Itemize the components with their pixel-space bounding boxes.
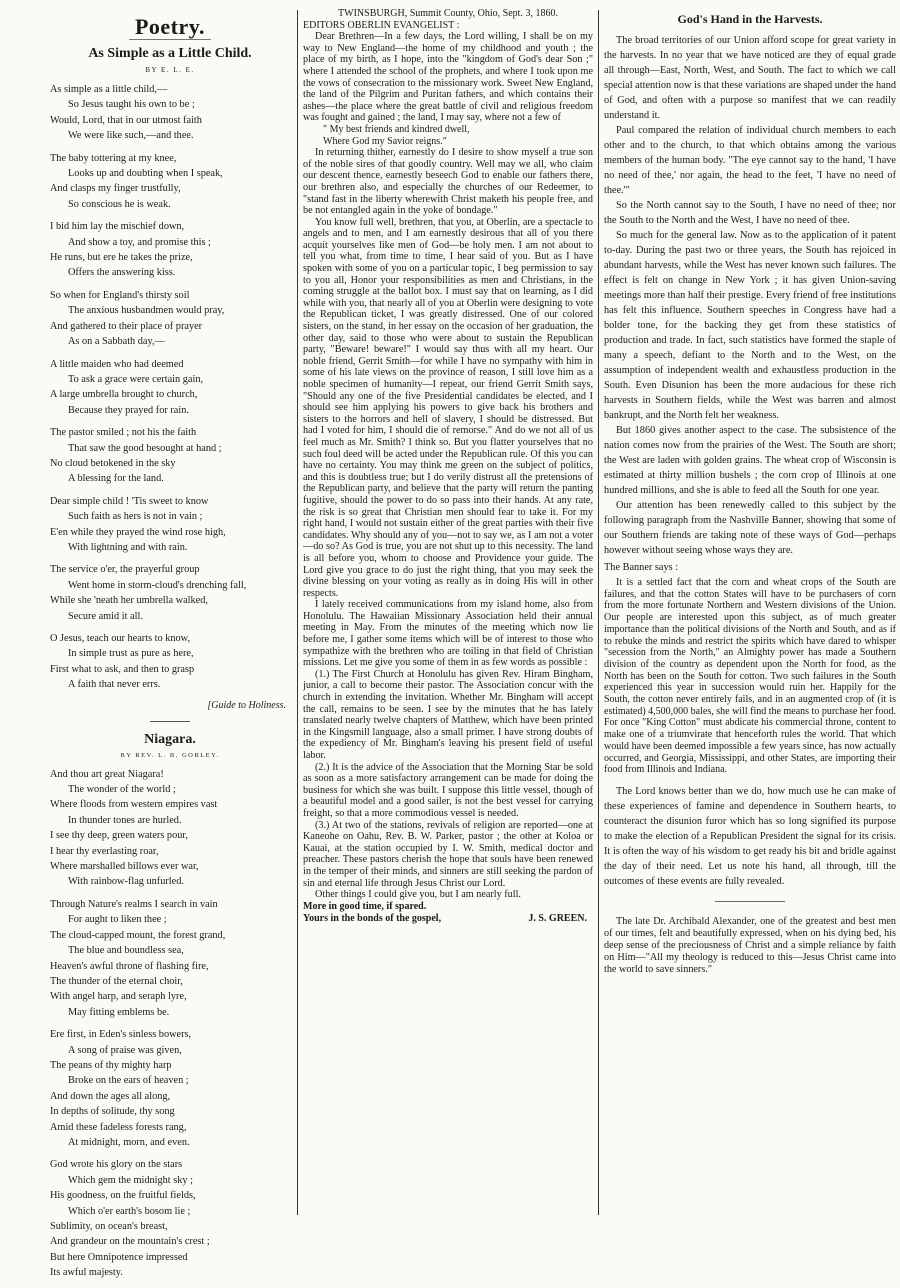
verse-line: The baby tottering at my knee,: [50, 152, 177, 164]
verse-line: So conscious he is weak.: [68, 198, 171, 210]
verse-line: And grandeur on the mountain's crest ;: [50, 1236, 210, 1248]
verse-line: Heaven's awful throne of flashing fire,: [50, 960, 209, 972]
verse-line: The blue and boundless sea,: [68, 945, 184, 957]
verse-line: With angel harp, and seraph lyre,: [50, 991, 187, 1003]
verse-line: Looks up and doubting when I speak,: [68, 168, 223, 180]
paragraph: (1.) The First Church at Honolulu has given Rev. Hiram Bingham, junior, a call to become their pastor. The Association concur with the church in extending the invitation. Whether Mr. Bingham will accept the call, remains to be seen. I see by the minutes that he has lately translated nearly twelve chapters of Matthew, which have been printed in the Kingsmill language, also a small primer. I have strong doubts of the expediency of Mr. Bingham's leaving his present field of useful labor.: [303, 668, 593, 761]
verse-line: That saw the good besought at hand ;: [68, 442, 222, 454]
paragraph: (2.) It is the advice of the Association that the Morning Star be sold as soon as a more satisfactory arrangement can be made for doing the business for which she was built. I suppose this little vessel, though of a beautiful model and a good sailer, is not the best vessel for carrying freight, so that a more commodious vessel is needed.: [303, 761, 593, 819]
verse-line: And show a toy, and promise this ;: [68, 236, 211, 248]
verse-line: His goodness, on the fruitful fields,: [50, 1190, 196, 1202]
verse-line: Would, Lord, that in our utmost faith: [50, 114, 202, 126]
paragraph: So much for the general law. Now as to the application of it patent to-day. During the past two or three years, the South has rejoiced in abundant harvests, while the West has never known such failures. The effect is felt on change in New York ; it has given Union-saving meetings more than half their prestige. Every friend of free institutions has felt this influence. Southern speeches in Congress have had a bolder tone, for the backing they get from these statistics of production and trade. In fact, such statistics have formed the staple of many a speech, defiant to the North and to the West, on the assumption of independent wealth and exhaustless production in the South. Even Disunion has been the more audacious for these rich harvests in Southern fields, while the West was barren and almost bankrupt, and the North felt her weakness.: [604, 230, 896, 421]
paragraph: So the North cannot say to the South, I have no need of thee; nor the South to the North and the West, I have no need of thee.: [604, 200, 896, 226]
stanza: [50, 897, 290, 1020]
verse-line: The anxious husbandmen would pray,: [68, 305, 225, 317]
paragraph: (3.) At two of the stations, revivals of religion are reported—one at Kaneohe on Oahu, Rev. B. W. Parker, pastor ; the other at Koloa or Kauai, at the station occupied by I. W. Smith, medical doctor and preacher. These pastors cherish the hope that souls have been renewed in the temper of their minds, and sinners are still seeking the pardon of sin and eternal life through Jesus Christ our Lord.: [303, 819, 593, 889]
footnote-paragraph: The late Dr. Archibald Alexander, one of the greatest and best men of our times, felt and beautifully expressed, when on his dying bed, his deep sense of the preciousness of Christ and a simple reliance by faith on Him—"All my theology is reduced to this—Jesus Christ came into the world to save sinners.": [604, 915, 896, 975]
verse-line: He runs, but ere he takes the prize,: [50, 252, 193, 264]
verse-line: Dear simple child ! 'Tis sweet to know: [50, 495, 209, 507]
verse-line: For aught to liken thee ;: [68, 914, 167, 926]
verse-line: In simple trust as pure as here,: [68, 648, 194, 660]
stanza: [50, 82, 290, 144]
poem-title: Niagara.: [144, 731, 196, 747]
paragraph: The Banner says :: [604, 562, 679, 573]
verse-line: God wrote his glory on the stars: [50, 1159, 183, 1171]
verse-line: Broke on the ears of heaven ;: [68, 1075, 189, 1087]
divider: [715, 901, 785, 902]
verse-line: Which o'er earth's bosom lie ;: [68, 1205, 191, 1217]
quote-line: " My best friends and kindred dwell,: [323, 123, 470, 135]
verse-line: Where marshalled billows ever war,: [50, 861, 199, 873]
verse-line: Because they prayed for rain.: [68, 404, 189, 416]
verse-line: And gathered to their place of prayer: [50, 320, 203, 332]
verse-line: The service o'er, the prayerful group: [50, 564, 200, 576]
verse-line: First what to ask, and then to grasp: [50, 663, 195, 675]
stanza: [50, 288, 290, 350]
stanza: [50, 1027, 290, 1150]
paragraph: The Lord knows better than we do, how much use he can make of these experiences of famine and dependence in Southern hearts, to counteract the disunion furor which has so long signified its purpose to make the election of a Republican President the signal for its crisis. It is often the way of his wisdom to get ready his bit and bridle against the day of their need. Let us note his hand, all through, till the outcomes of these events are fully revealed.: [604, 785, 896, 887]
verse-line: While she 'neath her umbrella walked,: [50, 595, 208, 607]
verse-line: In depths of solitude, thy song: [50, 1106, 175, 1118]
paragraph: Other things I could give you, but I am nearly full.: [315, 889, 521, 901]
verse-line: The thunder of the eternal choir,: [50, 975, 183, 987]
verse-line: Secure amid it all.: [68, 610, 143, 622]
verse-line: Amid these fadeless forests rang,: [50, 1121, 187, 1133]
verse-line: No cloud betokened in the sky: [50, 457, 176, 469]
verse-line: Through Nature's realms I search in vain: [50, 898, 218, 910]
stanza: [50, 357, 290, 419]
verse-line: O Jesus, teach our hearts to know,: [50, 633, 191, 644]
verse-line: The pastor smiled ; not his the faith: [50, 427, 197, 439]
stanza: [50, 1157, 290, 1280]
column-rule: [598, 10, 599, 1215]
verse-line: The wonder of the world ;: [68, 784, 176, 796]
verse-line: So Jesus taught his own to be ;: [68, 99, 195, 111]
paragraph: I lately received communications from my island home, also from Honolulu. The Hawaiian Missionary Association held their annual meeting in May. From the minutes of the meeting which now lie before me, I gather some items which will be of interest to those who sympathize with the brethren who are toiling in that field of Christian missions. Let me give you some of them in as few words as possible :: [303, 599, 593, 669]
poem-source: [Guide to Holiness.: [207, 699, 286, 711]
verse-line: Which gem the midnight sky ;: [68, 1174, 193, 1186]
verse-line: Went home in storm-cloud's drenching fall,: [68, 579, 247, 591]
verse-line: In thunder tones are hurled.: [68, 814, 182, 826]
verse-line: As simple as a little child,—: [50, 84, 168, 95]
stanza: [50, 425, 290, 487]
article-title: God's Hand in the Harvests.: [677, 12, 823, 26]
verse-line: We were like such,—and thee.: [68, 130, 194, 142]
poem-body: [50, 767, 290, 1281]
paragraph: You know full well, brethren, that you, at Oberlin, are a spectacle to angels and to men, and I am earnestly desirous that all of you there acquit yourselves like men of God—be holy men. I am not about to tell you what, from time to time, I hear said of you. But as I have spoken with some of you on a particular topic, I beg permission to say to you all, Honor your responsibilities as men and Christians, in the coming struggle at the ballot box. I must say that on learning, as I did while with you, that nearly all of you at Oberlin were designing to vote the Republican ticket, I was greatly distressed. One of our colored sisters, on the stand, in her essay on the occasion of her graduation, the other day, said to those who were about to sustain the Republican party, "Beware! beware!" I would say thus with all my heart. Our noble friend, Gerrit Smith—for while I have no sympathy with him in some of his late views on the province of reason, I still love him as a noble specimen of humanity—I repeat, our friend Gerrit Smith says, "Should any one of the five Presidential candidates be elected, and I should see him applying his powers to give back his brothers and sisters to the horrors and hell of slavery, I should be distressed. But had I voted for him, I should die of remorse." And do we not all of us feel much as Mr. Smith? I think so. But you flatter yourselves that no such foul deed will be acted under the Republican rule. Of this you can have no certainty. You may think me green on the subject of politics, and this is doubtless true; but I do verily distrust all the pretensions of the Republican party, and believe that the party will return the panting fugitive, should the power to do so pass into their hands. At any rate, the risk is so great that Christian men should fear to take it. For my right hand, I would not sustain either of the great parties with their five candidates. Why should any of you—not to say we, as I am not a voter—do so? As God is true, you are not shut up to this necessity. The land is all before you, whom to choose and Providence your guide. The Lord give you grace to do just the right thing, that you may seek the divine blessing on your voting as really as in doing His will in other respects.: [303, 216, 593, 599]
paragraph: Paul compared the relation of individual church members to each other and to the church, to that which obtains among the various members of the human body. "The eye cannot say to the hand, 'I have no need of thee,' nor again, the head to the feet, 'I have no need of thee.'": [604, 125, 896, 196]
verse-line: But here Omnipotence impressed: [50, 1251, 188, 1263]
letter-column: [303, 8, 593, 925]
verse-line: I hear thy everlasting roar,: [50, 845, 159, 857]
verse-line: To ask a grace were certain gain,: [68, 373, 204, 385]
poem-byline: BY E. L. E.: [145, 66, 195, 74]
verse-line: At midnight, morn, and even.: [68, 1136, 190, 1148]
verse-line: Sublimity, on ocean's breast,: [50, 1221, 168, 1232]
verse-line: Such faith as hers is not in vain ;: [68, 511, 203, 523]
verse-line: I bid him lay the mischief down,: [50, 221, 185, 233]
poem-title: As Simple as a Little Child.: [88, 46, 252, 61]
column-rule: [297, 10, 298, 1215]
paragraph: In returning thither, earnestly do I desire to show myself a true son of the noble sires of that goodly country. Well may we all, who claim our descent thence, earnestly beseech God to enable our fathers there, our brethren also, and especially the churches of our Redeemer, to "stand fast in the liberty wherewith Christ maketh his people free, and be not entangled again in the yoke of bondage.": [303, 147, 593, 217]
verse-line: Where floods from western empires vast: [50, 799, 218, 811]
verse-line: As on a Sabbath day,—: [68, 336, 165, 348]
verse-line: May fitting emblems be.: [68, 1006, 170, 1018]
verse-line: Ere first, in Eden's sinless bowers,: [50, 1029, 192, 1041]
article-column: [604, 8, 896, 976]
verse-line: And clasps my finger trustfully,: [50, 183, 181, 195]
poem-body: [50, 82, 290, 693]
verse-line: E'en while they prayed the wind rose high,: [50, 526, 226, 538]
verse-line: Its awful majesty.: [50, 1267, 123, 1279]
verse-line: And thou art great Niagara!: [50, 768, 164, 780]
paragraph: Our attention has been renewedly called to this subject by the following paragraph from the Nashville Banner, showing that some of our Southern friends are taking note of these ways of God—perhaps however without seeing whose ways they are.: [604, 500, 896, 556]
divider: [150, 721, 190, 722]
verse-line: The cloud-capped mount, the forest grand,: [50, 929, 226, 941]
stanza: [50, 562, 290, 624]
verse-line: So when for England's thirsty soil: [50, 289, 190, 301]
verse-line: A little maiden who had deemed: [50, 358, 184, 370]
paragraph: The broad territories of our Union afford scope for great variety in the harvests. In no year that we have noticed are they of equal grade all through—East, North, West, and South. The fact to which we call special attention now is that these variations are shaped under the hand of God, and often with a purpose so manifest that we can readily understand it.: [604, 35, 896, 121]
verse-line: A faith that never errs.: [68, 679, 161, 691]
verse-line: The peans of thy mighty harp: [50, 1059, 172, 1071]
section-heading: Poetry.: [50, 14, 290, 40]
signature: [303, 913, 593, 925]
closing: Yours in the bonds of the gospel,: [303, 912, 442, 924]
stanza: [50, 219, 290, 281]
verse-line: Offers the answering kiss.: [68, 267, 176, 279]
signature-line: More in good time, if spared.: [303, 900, 427, 912]
stanza: [50, 631, 290, 693]
verse-line: A song of praise was given,: [68, 1044, 182, 1056]
verse-line: And down the ages all along,: [50, 1090, 171, 1102]
dateline: TWINSBURGH, Summit County, Ohio, Sept. 3, 1860.: [338, 8, 558, 19]
stanza: [50, 151, 290, 213]
block-quote: It is a settled fact that the corn and wheat crops of the South are failures, and that the cotton States will have to be purchasers of corn from the more fortunate Northern and Western divisions of the Union. Our people are interested upon this subject, as of much greater importance than the political divisions of the North and South, and as if to rebuke the minds and restrict the spirits which have dared to whisper "secession from the North," an Almighty power has made a Southern division of the country as dependent upon the North for food, as the North has been on the South for cotton. Two such failures in the South experienced this year in succession would ruin her. Happily for the South, the cotton never entirely fails, and in an augmented crop of (it is estimated) 4,500,000 bales, she will find the means to purchase her food. For once "King Cotton" must abdicate his commercial throne, content to make one of a triumvirate that henceforth rules the world. That which would have been deemed impossible a few years since, has now actually occurred, and Georgia, Mississippi, and other States, are importing their food from Illinois and Indiana.: [604, 577, 896, 776]
paragraph: Dear Brethren—In a few days, the Lord willing, I shall be on my way to New England—the home of my childhood and youth ; the place of my birth, as I hope, into the "kingdom of God's dear Son ;" where I attended the school of the prophets, and where I took upon me the vows of consecration to the missionary work. Sweet New England, the land of the Pilgrim and Puritan fathers, and which contains their ashes—the place where the great battle of civil and religious freedom was fought and gained ; the land, I may say, where not a few of: [303, 31, 593, 124]
stanza: [50, 767, 290, 890]
paragraph: But 1860 gives another aspect to the case. The subsistence of the nation comes now from the prairies of the West. The South are short; the West are laden with golden grains. The wheat crop of Wisconsin is estimated at thirty million bushels ; the corn crop of Illinois at one hundred millions, and she is able to feed all the South for one year.: [604, 425, 896, 496]
quote-line: Where God my Savior reigns.": [323, 135, 447, 147]
stanza: [50, 494, 290, 556]
author-name: J. S. GREEN.: [528, 912, 587, 924]
verse-line: I see thy deep, green waters pour,: [50, 830, 188, 842]
poem-byline: BY REV. L. B. GOBLEY.: [120, 751, 220, 759]
verse-line: A large umbrella brought to church,: [50, 389, 198, 401]
verse-line: With lightning and with rain.: [68, 541, 188, 553]
poetry-column: [50, 8, 290, 1288]
verse-line: With rainbow-flag unfurled.: [68, 876, 184, 888]
verse-line: A blessing for the land.: [68, 473, 164, 485]
salutation: EDITORS OBERLIN EVANGELIST :: [303, 19, 460, 31]
